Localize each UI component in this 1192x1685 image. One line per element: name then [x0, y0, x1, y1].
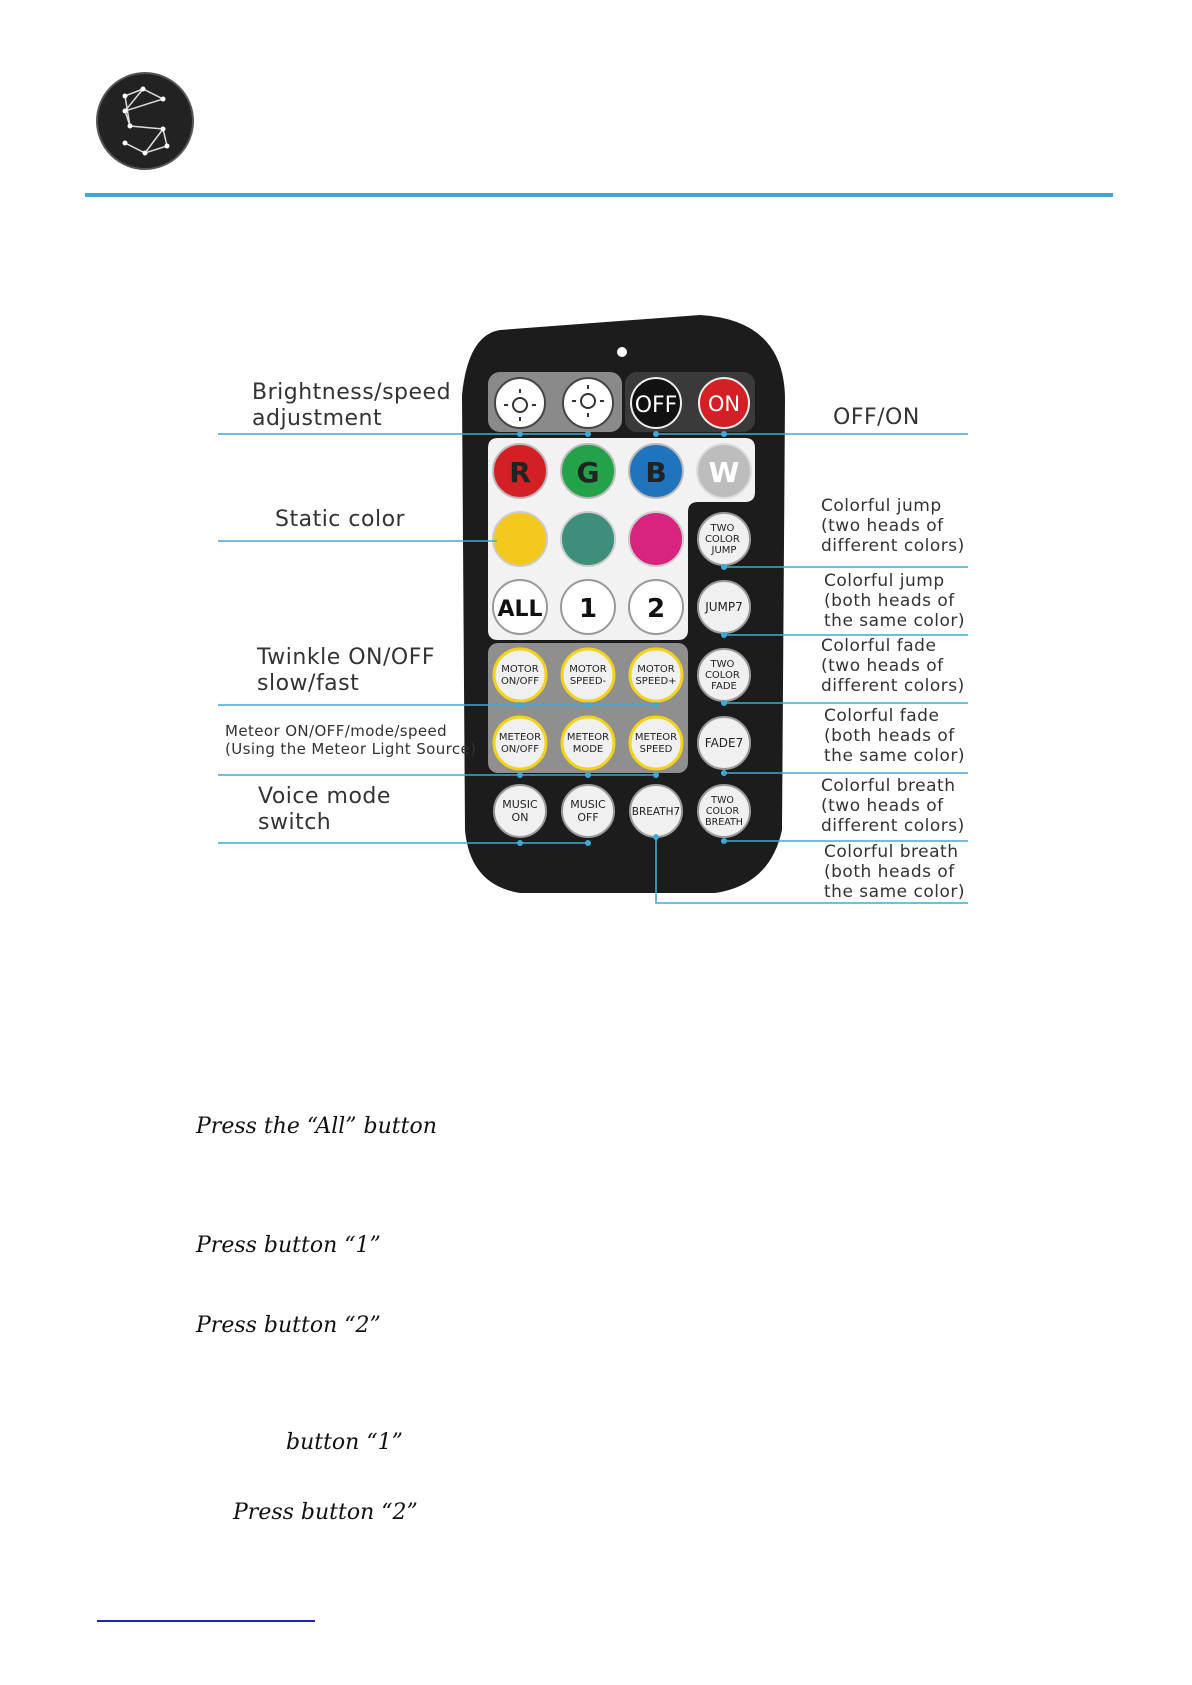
label-breath-same: Colorful breath (both heads of the same color): [824, 842, 965, 902]
two-color-jump-button: TWO COLOR JUMP: [704, 523, 740, 556]
yellow-button: [493, 512, 547, 566]
two-color-fade-button: TWO COLOR FADE: [704, 659, 740, 692]
motor-speed-plus-button: MOTOR SPEED+: [635, 664, 677, 687]
red-button: R: [509, 456, 531, 489]
label-off-on: OFF/ON: [833, 405, 920, 430]
breath7-button: BREATH7: [631, 806, 681, 818]
motor-speed-minus-button: MOTOR SPEED-: [569, 664, 607, 687]
label-fade-same: Colorful fade (both heads of the same color): [824, 706, 965, 766]
brightness-down-button: [563, 378, 613, 428]
instruction-button-1b: button “1”: [286, 1430, 403, 1455]
instruction-all: Press the “All” button: [196, 1114, 437, 1139]
green-button: G: [576, 456, 600, 489]
fade7-button: FADE7: [704, 736, 744, 750]
footer-link[interactable]: [97, 1620, 315, 1622]
label-voice: Voice mode switch: [258, 784, 391, 835]
meteor-onoff-button: METEOR ON/OFF: [498, 732, 542, 755]
jump7-button: JUMP7: [705, 600, 743, 614]
magenta-button: [629, 512, 683, 566]
all-button: ALL: [497, 597, 543, 622]
label-jump-two: Colorful jump (two heads of different colors): [821, 496, 965, 556]
label-meteor: Meteor ON/OFF/mode/speed (Using the Meteor Light Source): [225, 722, 477, 758]
blue-button: B: [645, 456, 667, 489]
label-fade-two: Colorful fade (two heads of different colors): [821, 636, 965, 696]
motor-onoff-button: MOTOR ON/OFF: [500, 664, 540, 687]
instruction-button-2: Press button “2”: [196, 1313, 381, 1338]
label-jump-same: Colorful jump (both heads of the same color): [824, 571, 965, 631]
music-off-button: MUSIC OFF: [570, 798, 606, 824]
brightness-up-button: [495, 378, 545, 428]
two-button: 2: [646, 594, 666, 624]
label-breath-two: Colorful breath (two heads of different colors): [821, 776, 965, 836]
off-button: OFF: [634, 393, 678, 418]
meteor-mode-button: METEOR MODE: [566, 732, 610, 755]
teal-button: [561, 512, 615, 566]
instruction-button-1: Press button “1”: [196, 1233, 381, 1258]
white-button: W: [708, 456, 740, 489]
one-button: 1: [578, 594, 598, 624]
label-brightness: Brightness/speed adjustment: [252, 380, 452, 431]
label-twinkle: Twinkle ON/OFF slow/fast: [257, 645, 436, 696]
meteor-speed-button: METEOR SPEED: [634, 732, 678, 755]
instruction-button-2b: Press button “2”: [233, 1500, 418, 1525]
two-color-breath-button: TWO COLOR BREATH: [705, 795, 743, 828]
music-on-button: MUSIC ON: [502, 798, 538, 824]
on-button: ON: [707, 392, 741, 416]
label-static-color: Static color: [275, 507, 406, 532]
